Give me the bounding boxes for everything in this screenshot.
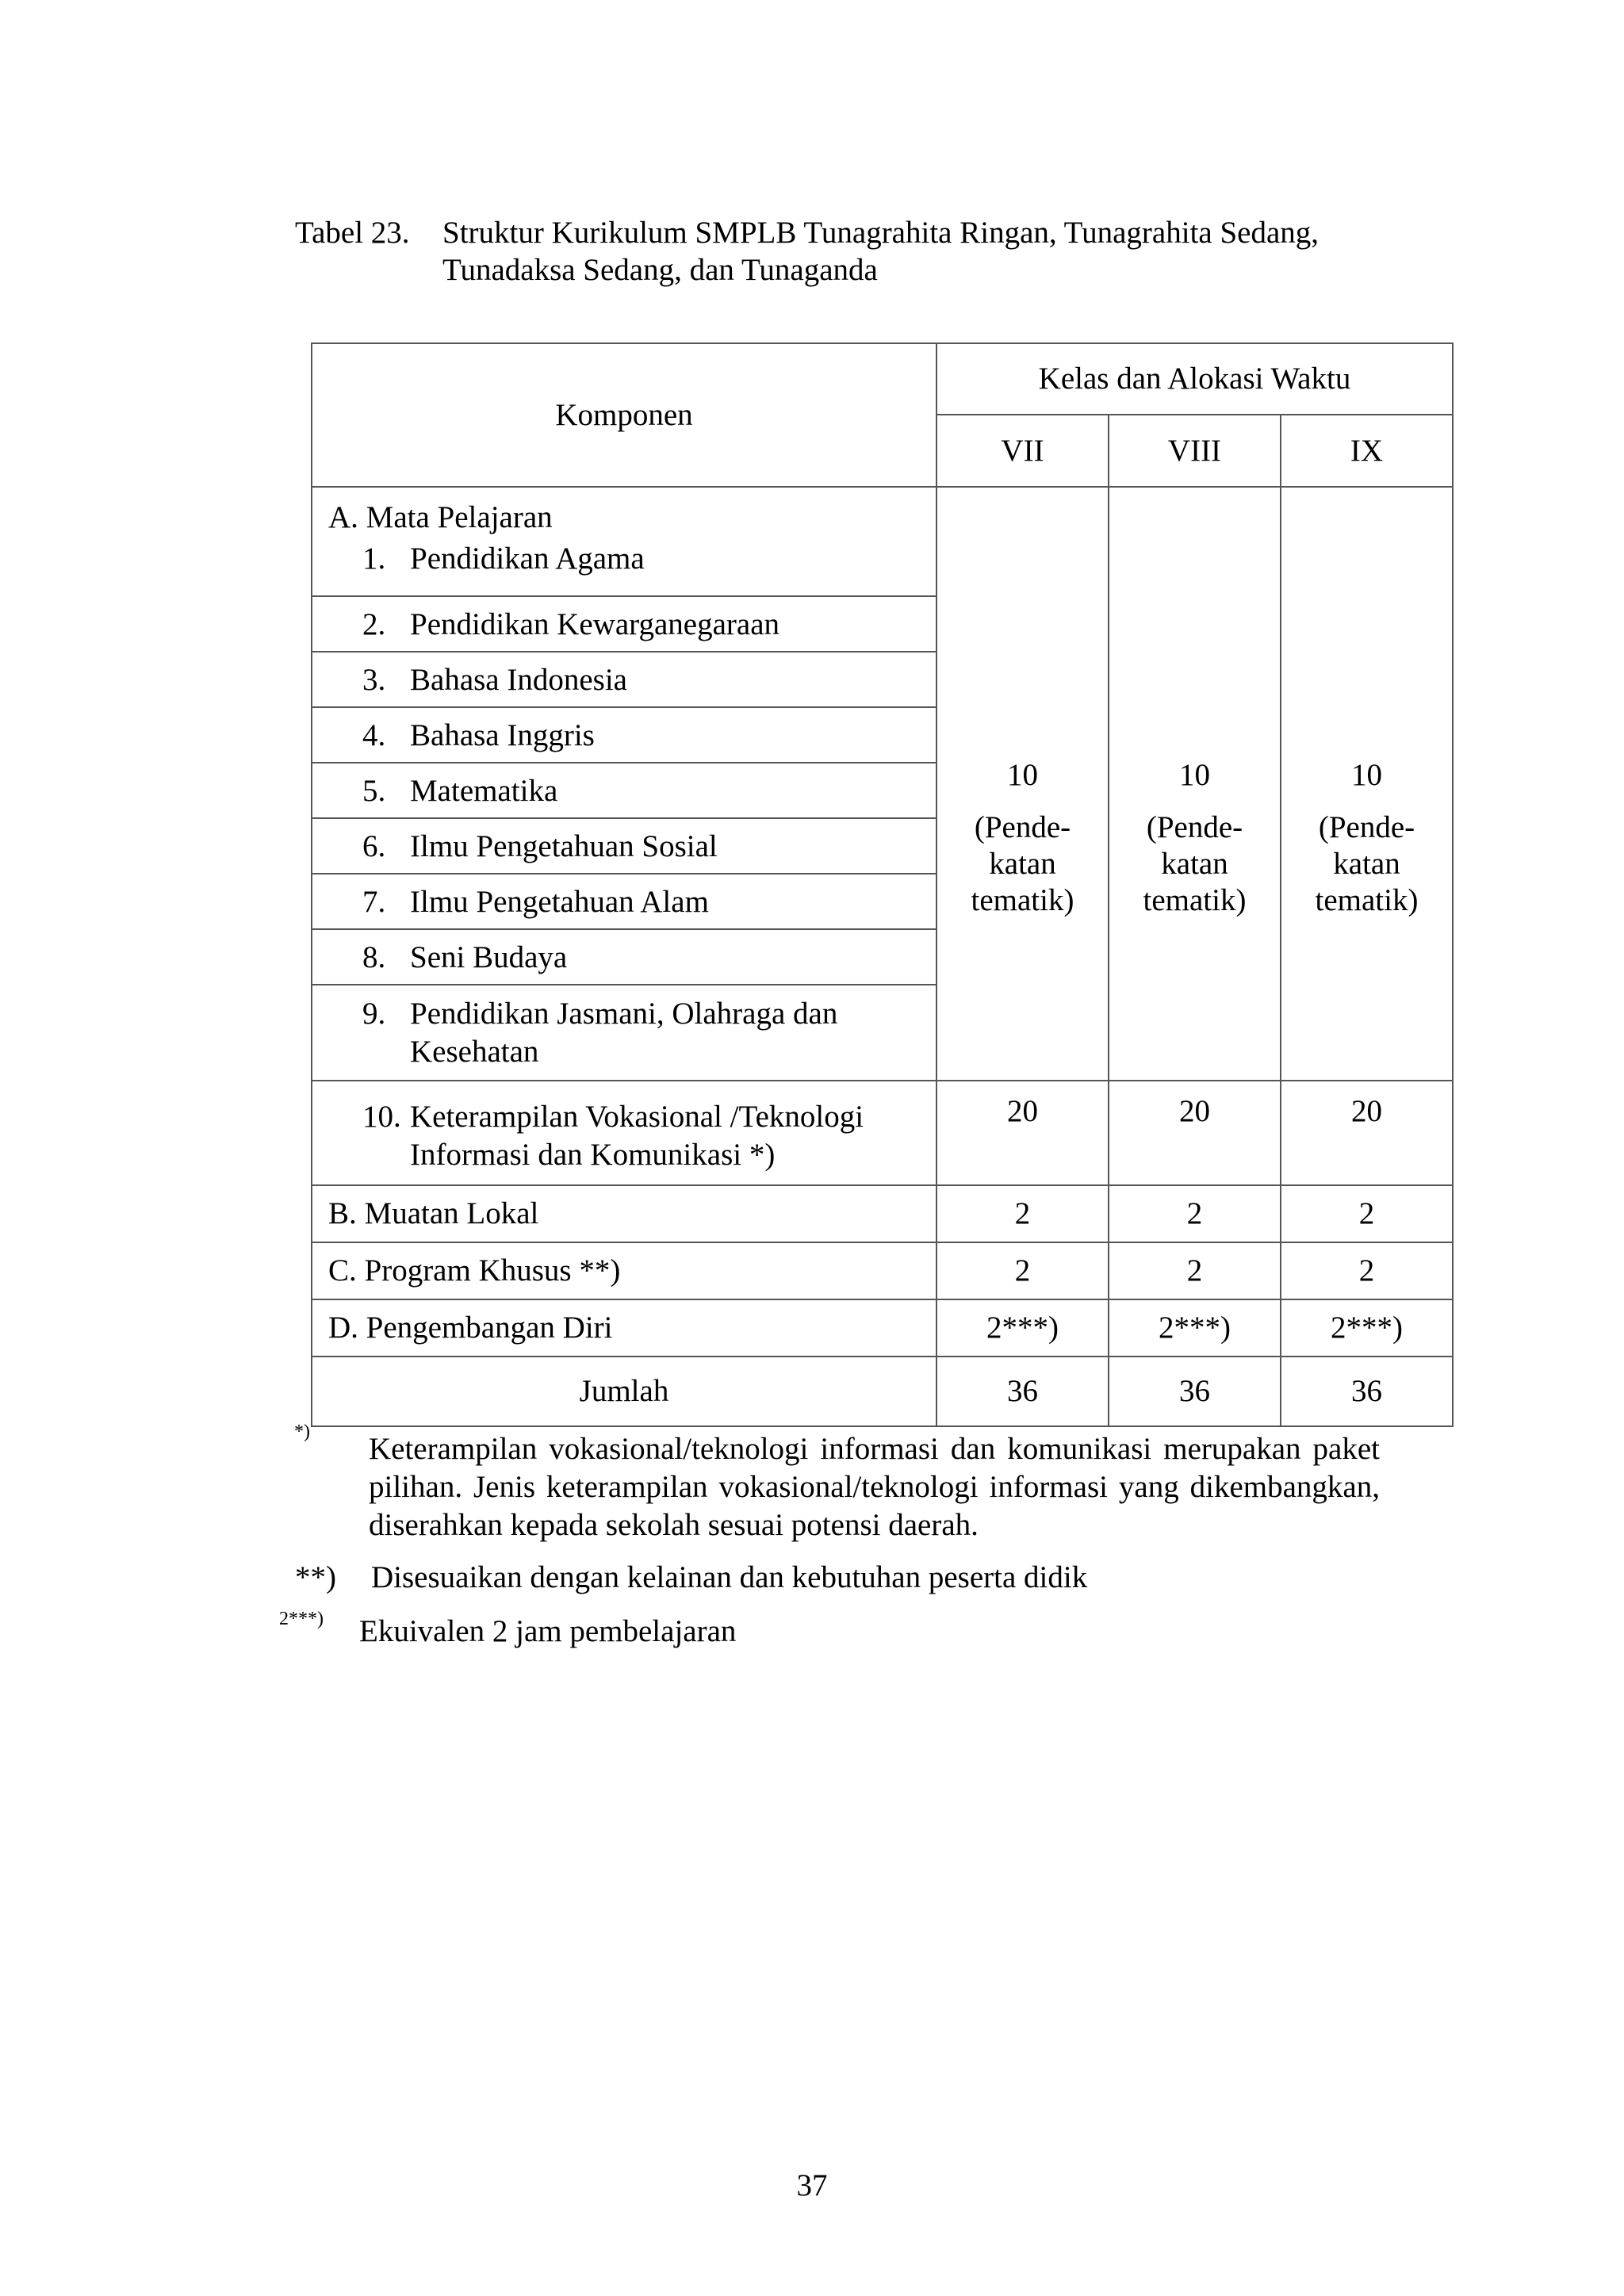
tematik-value: 10 [1179,758,1210,792]
table-caption-line-1: Struktur Kurikulum SMPLB Tunagrahita Ringan, Tunagrahita Sedang, [442,216,1320,250]
tematik-cell-viii [1109,487,1281,1081]
total-value: 36 [1109,1357,1281,1426]
subject-name: Matematika [410,774,558,808]
subject-name: Bahasa Inggris [410,718,595,752]
subject-9 [312,985,936,1080]
vocational-cell [312,1081,936,1185]
row-label: D. Pengembangan Diri [312,1299,936,1357]
row-label: B. Muatan Lokal [312,1185,936,1242]
class-header-vii: VII [936,415,1109,487]
footnote-2-text: Disesuaikan dengan kelainan dan kebutuhan peserta didik [371,1560,1088,1594]
subject-3 [312,652,936,708]
row-value: 2 [1109,1242,1281,1299]
row-value: 2 [936,1185,1109,1242]
total-label: Jumlah [312,1357,936,1426]
subject-number: 10. [362,1100,401,1134]
subject-number: 2. [362,607,386,641]
footnote-1-text: Keterampilan vokasional/teknologi informasi dan komunikasi merupakan paket pilihan. Jenis keterampilan vokasional/teknologi informasi yang dikembangkan, diserahkan kepada sekolah sesuai potensi daerah. [369,1432,1380,1542]
subject-number: 1. [362,541,386,576]
header-row-top [312,343,1453,415]
subject-number: 3. [362,663,386,697]
subject-number: 9. [362,997,386,1031]
row-value: 2 [1281,1185,1453,1242]
tematik-note: (Pende- katan tematik) [971,810,1074,917]
total-row [312,1357,1453,1426]
table-caption-label: Tabel 23. [295,216,410,250]
komponen-header: Komponen [312,343,936,487]
vocational-row [312,1081,1453,1185]
tematik-note: (Pende- katan tematik) [1143,810,1247,917]
vocational-value-viii: 20 [1109,1081,1281,1185]
row-value: 2***) [936,1299,1109,1357]
tematik-value: 10 [1351,758,1382,792]
row-muatan-lokal [312,1185,1453,1242]
subject-6 [312,819,936,874]
subject-1 [362,540,645,578]
table-caption-line-2: Tunadaksa Sedang, dan Tunaganda [442,253,878,287]
subjects-row [312,487,1453,1081]
tematik-note: (Pende- katan tematik) [1315,810,1419,917]
footnote-2-mark: **) [295,1560,336,1594]
subject-number: 4. [362,718,386,752]
page-number: 37 [796,2168,828,2202]
row-value: 2 [1281,1242,1453,1299]
curriculum-table [311,342,1454,1427]
vocational-value-ix: 20 [1281,1081,1453,1185]
subject-name: Ilmu Pengetahuan Alam [410,885,709,919]
subject-5 [312,763,936,819]
total-value: 36 [1281,1357,1453,1426]
subject-7 [312,874,936,930]
tematik-cell-vii [936,487,1109,1081]
footnote-3-mark: 2***) [279,1609,324,1629]
subject-number: 8. [362,940,386,974]
footnote-3-text: Ekuivalen 2 jam pembelajaran [359,1614,737,1648]
class-header-ix: IX [1281,415,1453,487]
row-value: 2***) [1109,1299,1281,1357]
subject-name: Bahasa Indonesia [410,663,627,697]
group-header: Kelas dan Alokasi Waktu [936,343,1453,415]
section-a-label: A. Mata Pelajaran [328,500,553,534]
subject-name: Pendidikan Jasmani, Olahraga dan Kesehatan [410,997,838,1069]
footnote-1-mark: *) [294,1422,310,1442]
row-value: 2***) [1281,1299,1453,1357]
subject-number: 5. [362,774,386,808]
vocational-value-vii: 20 [936,1081,1109,1185]
row-value: 2 [1109,1185,1281,1242]
section-a-row [312,488,936,597]
subject-name: Pendidikan Kewarganegaraan [410,607,780,641]
subject-4 [312,708,936,763]
class-header-viii: VIII [1109,415,1281,487]
subjects-cell [312,487,936,1081]
row-value: 2 [936,1242,1109,1299]
subject-number: 7. [362,885,386,919]
subject-name: Keterampilan Vokasional /Teknologi Informasi dan Komunikasi *) [410,1100,864,1172]
subject-8 [312,930,936,985]
subject-name: Pendidikan Agama [410,541,645,576]
row-label: C. Program Khusus **) [312,1242,936,1299]
subject-2 [312,597,936,652]
row-program-khusus [312,1242,1453,1299]
tematik-value: 10 [1007,758,1038,792]
subject-name: Ilmu Pengetahuan Sosial [410,829,718,863]
row-pengembangan-diri [312,1299,1453,1357]
subject-name: Seni Budaya [410,940,568,974]
total-value: 36 [936,1357,1109,1426]
tematik-cell-ix [1281,487,1453,1081]
subject-number: 6. [362,829,386,863]
